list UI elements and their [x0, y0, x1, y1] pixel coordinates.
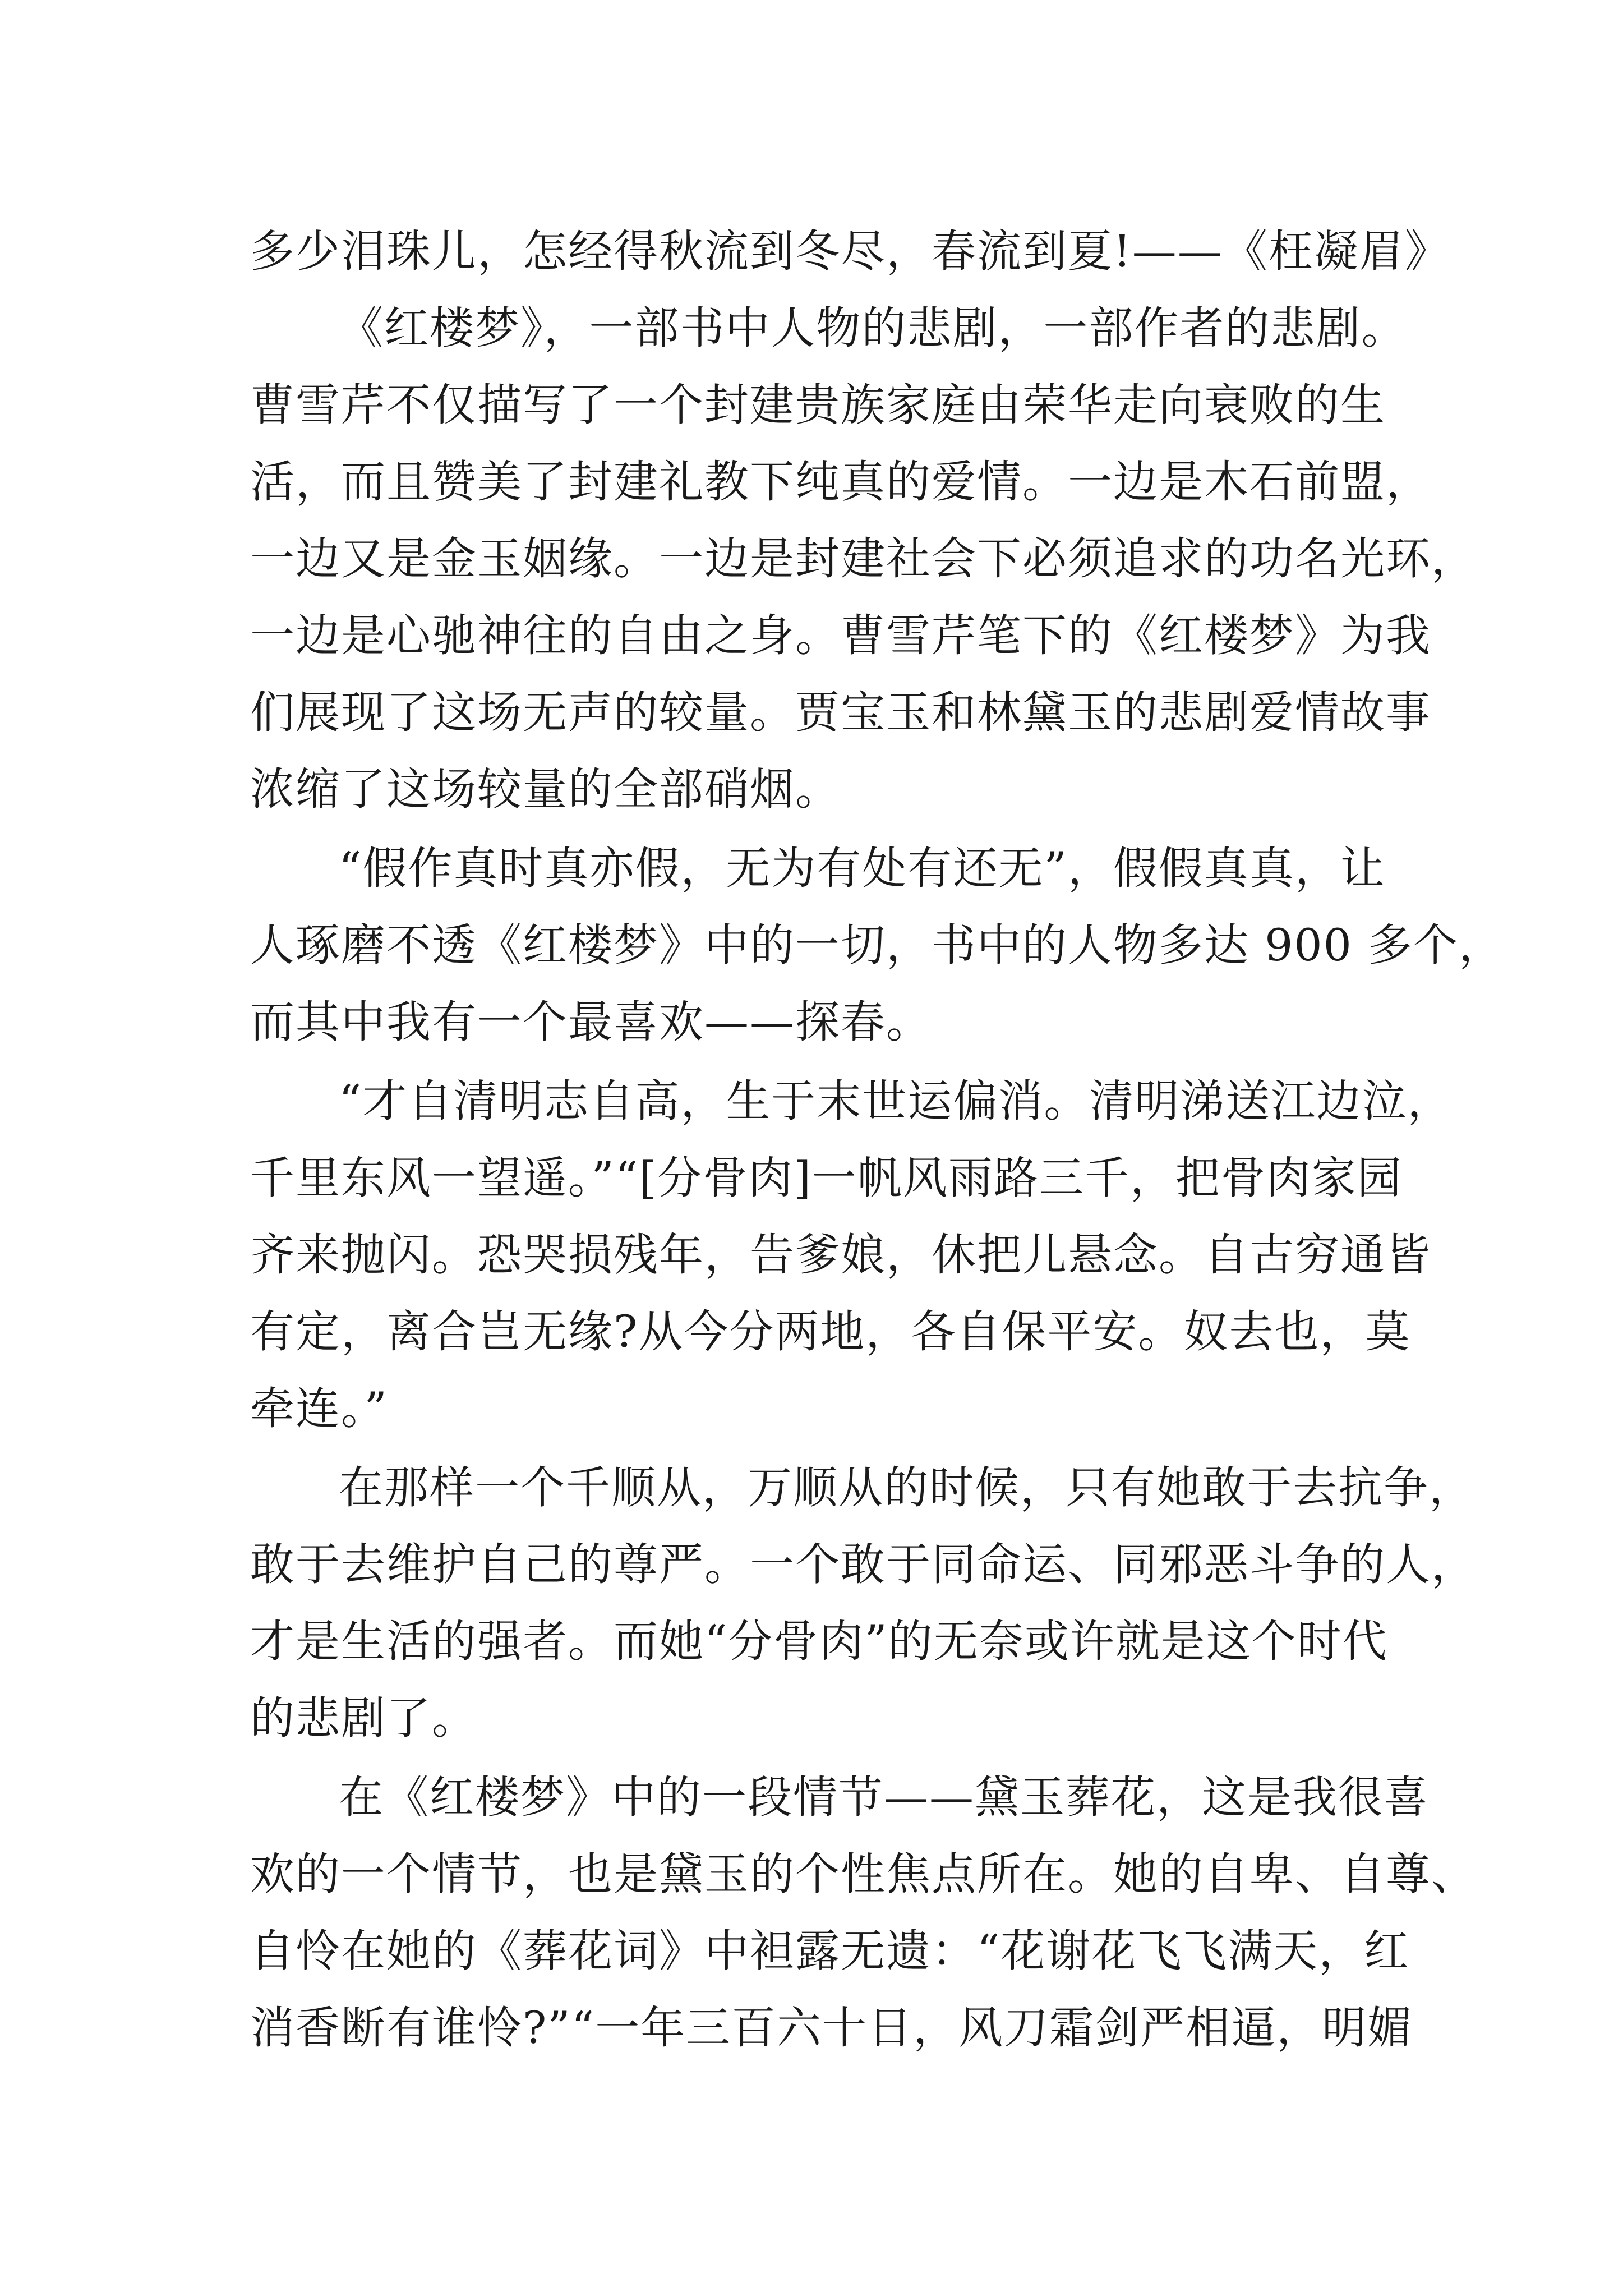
- text-line: 曹雪芹不仅描写了一个封建贵族家庭由荣华走向衰败的生: [250, 379, 1386, 431]
- text-line: 有定，离合岂无缘?从今分两地，各自保平安。奴去也，莫: [250, 1306, 1411, 1358]
- text-line: 一边又是金玉姻缘。一边是封建社会下必须追求的功名光环，: [250, 533, 1477, 585]
- text-line-paragraph-start: “假作真时真亦假，无为有处有还无”，假假真真，让: [339, 843, 1386, 894]
- text-line: 而其中我有一个最喜欢——探春。: [250, 996, 932, 1048]
- text-line: 们展现了这场无声的较量。贾宝玉和林黛玉的悲剧爱情故事: [250, 687, 1431, 738]
- text-line-paragraph-start: “才自清明志自高，生于末世运偏消。清明涕送江边泣，: [339, 1075, 1453, 1127]
- text-line: 才是生活的强者。而她“分骨肉”的无奈或许就是这个时代: [250, 1616, 1388, 1667]
- text-line-paragraph-start: 在那样一个千顺从，万顺从的时候，只有她敢于去抗争，: [339, 1462, 1474, 1513]
- text-line: 千里东风一望遥。”“[分骨肉]一帆风雨路三千，把骨肉家园: [250, 1152, 1403, 1204]
- text-line: 浓缩了这场较量的全部硝烟。: [250, 763, 841, 815]
- body-text: [250, 213, 1505, 2067]
- text-line: 齐来抛闪。恐哭损残年，告爹娘，休把儿悬念。自古穷通皆: [250, 1229, 1431, 1281]
- text-line-paragraph-start: 《红楼梦》，一部书中人物的悲剧，一部作者的悲剧。: [339, 302, 1407, 354]
- text-line: 消香断有谁怜?”“一年三百六十日，风刀霜剑严相逼，明媚: [250, 2002, 1413, 2054]
- text-line: 牵连。”: [250, 1383, 388, 1434]
- text-line-paragraph-start: 在《红楼梦》中的一段情节——黛玉葬花，这是我很喜: [339, 1772, 1429, 1823]
- text-line-poem-quote: 多少泪珠儿，怎经得秋流到冬尽，春流到夏!——《枉凝眉》: [250, 226, 1450, 277]
- text-line: 自怜在她的《葬花词》中袒露无遗：“花谢花飞飞满天，红: [250, 1925, 1410, 1977]
- text-line: 一边是心驰神往的自由之身。曹雪芹笔下的《红楼梦》为我: [250, 610, 1431, 661]
- text-line: 的悲剧了。: [250, 1692, 477, 1744]
- text-line: 敢于去维护自己的尊严。一个敢于同命运、同邪恶斗争的人，: [250, 1539, 1477, 1590]
- text-line: 活，而且赞美了封建礼教下纯真的爱情。一边是木石前盟，: [250, 456, 1431, 508]
- text-line: 欢的一个情节，也是黛玉的个性焦点所在。她的自卑、自尊、: [250, 1848, 1477, 1900]
- text-line: 人琢磨不透《红楼梦》中的一切，书中的人物多达 900 多个，: [250, 919, 1505, 971]
